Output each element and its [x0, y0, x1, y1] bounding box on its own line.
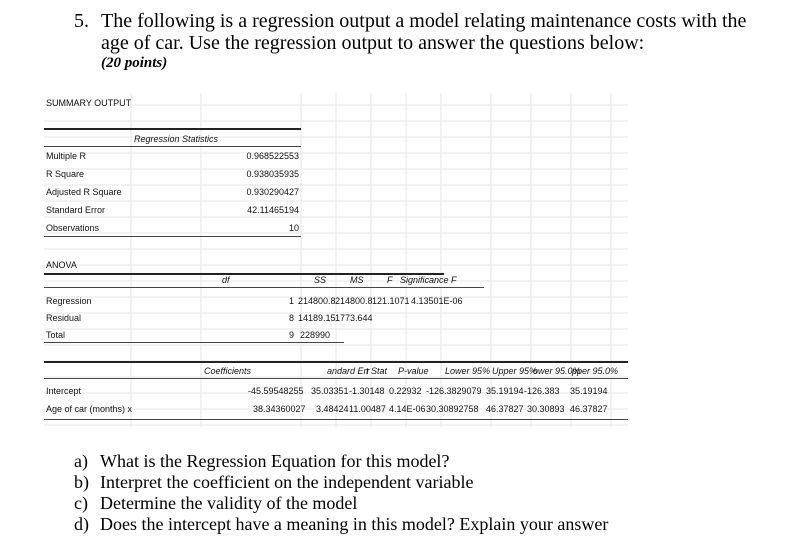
coef-cell-t-stat: -1.30148 [349, 386, 385, 396]
coef-header-p-value: P-value [398, 366, 429, 376]
rule [44, 273, 444, 275]
coef-header-standard-error: andard Err [327, 366, 370, 376]
rule [44, 361, 628, 363]
coef-cell-upper-95-0: 35.19194 [570, 386, 608, 396]
coef-header-lower-95: Lower 95% [445, 366, 491, 376]
anova-header-ss: SS [314, 275, 327, 285]
anova-cell-ss: 14189.15 [298, 313, 336, 323]
anova-cell-df: 8 [289, 313, 295, 323]
coef-cell-standard-error: 3.48424 [316, 404, 349, 414]
anova-cell-df: 1 [289, 296, 295, 306]
coef-cell-coefficient: -45.59548255 [248, 386, 304, 396]
rule [44, 236, 301, 237]
question-item [74, 493, 608, 514]
question-number: 5. [74, 10, 89, 32]
question-item [74, 472, 608, 493]
anova-cell-df: 9 [289, 330, 295, 340]
rule [44, 287, 484, 288]
rule [44, 342, 344, 343]
question-item-text: Determine the validity of the model [100, 493, 358, 513]
stat-label: Adjusted R Square [46, 187, 122, 197]
anova-cell-significance: 4.13501E-06 [411, 296, 463, 306]
regression-statistics-header: Regression Statistics [134, 134, 219, 144]
coef-cell-upper-95-0: 46.37827 [570, 404, 608, 414]
stat-value: 10 [288, 223, 299, 233]
question-letter: b) [74, 472, 89, 492]
question-item-text: Does the intercept have a meaning in this model? Explain your answer [100, 514, 609, 534]
coef-cell-standard-error: 35.03351 [311, 386, 349, 396]
coef-row-label: Intercept [46, 386, 82, 396]
question-text: The following is a regression output a model relating maintenance costs with the age of car. Use the regression output to answer the questions below: [101, 10, 747, 54]
coef-header-coefficients: Coefficients [204, 366, 252, 376]
stat-label: Standard Error [46, 205, 106, 215]
anova-cell-ms: 214800.8 [335, 296, 373, 306]
anova-header-significance: Significance F [400, 275, 457, 285]
rule [44, 128, 301, 130]
question-letter: d) [74, 514, 89, 534]
coef-row-label: Age of car (months) x [46, 404, 133, 414]
coef-header-upper-95: Upper 95% [492, 366, 538, 376]
anova-header-f: F [387, 275, 393, 285]
anova-cell-ms: 1773.644 [335, 313, 373, 323]
coef-cell-t-stat: 11.00487 [349, 404, 386, 414]
coef-header-t-stat: t Stat [366, 366, 388, 376]
coef-cell-lower-95-0: 30.30893 [527, 404, 565, 414]
question-letter: a) [74, 451, 88, 471]
rule [44, 378, 628, 379]
coef-header-lower-95-0: ower 95.0% [533, 366, 581, 376]
stat-label: Observations [46, 223, 100, 233]
regression-output-sheet [44, 93, 628, 427]
rule [44, 146, 301, 147]
coef-cell-upper-95: 35.19194 [486, 386, 524, 396]
anova-cell-ss: 214800.8 [298, 296, 336, 306]
question-item [74, 451, 608, 472]
stat-label: R Square [46, 169, 85, 179]
rule [44, 419, 628, 420]
question-points: (20 points) [101, 55, 168, 71]
coef-header-upper-95-0: pper 95.0% [572, 366, 619, 376]
anova-row-label: Residual [46, 313, 82, 323]
question-list [74, 451, 608, 535]
stat-value: 0.968522553 [246, 151, 299, 161]
coef-cell-lower-95: -126.3829079 [426, 386, 482, 396]
anova-cell-f: 121.1071 [372, 296, 410, 306]
question-letter: c) [74, 493, 88, 513]
coef-cell-p-value: 0.22932 [389, 386, 422, 396]
coef-cell-p-value: 4.14E-06 [389, 404, 426, 414]
anova-header-ms: MS [350, 275, 364, 285]
question-item [74, 514, 608, 535]
summary-title: SUMMARY OUTPUT [46, 98, 132, 108]
coef-cell-coefficient: 38.34360027 [253, 404, 306, 414]
anova-title: ANOVA [46, 260, 77, 270]
anova-header-df: df [222, 275, 230, 285]
question-item-text: Interpret the coefficient on the independent variable [100, 472, 474, 492]
anova-row-label: Total [46, 330, 66, 340]
stat-value: 42.11465194 [247, 205, 299, 215]
stat-value: 0.930290427 [246, 187, 299, 197]
coef-cell-upper-95: 46.37827 [486, 404, 524, 414]
anova-cell-ss: 228990 [300, 330, 331, 340]
anova-row-label: Regression [46, 296, 92, 306]
coef-cell-lower-95: 30.30892758 [426, 404, 479, 414]
stat-value: 0.938035935 [246, 169, 299, 179]
stat-label: Multiple R [46, 151, 87, 161]
question-item-text: What is the Regression Equation for this model? [100, 451, 450, 471]
coef-cell-lower-95-0: -126.383 [524, 386, 560, 396]
